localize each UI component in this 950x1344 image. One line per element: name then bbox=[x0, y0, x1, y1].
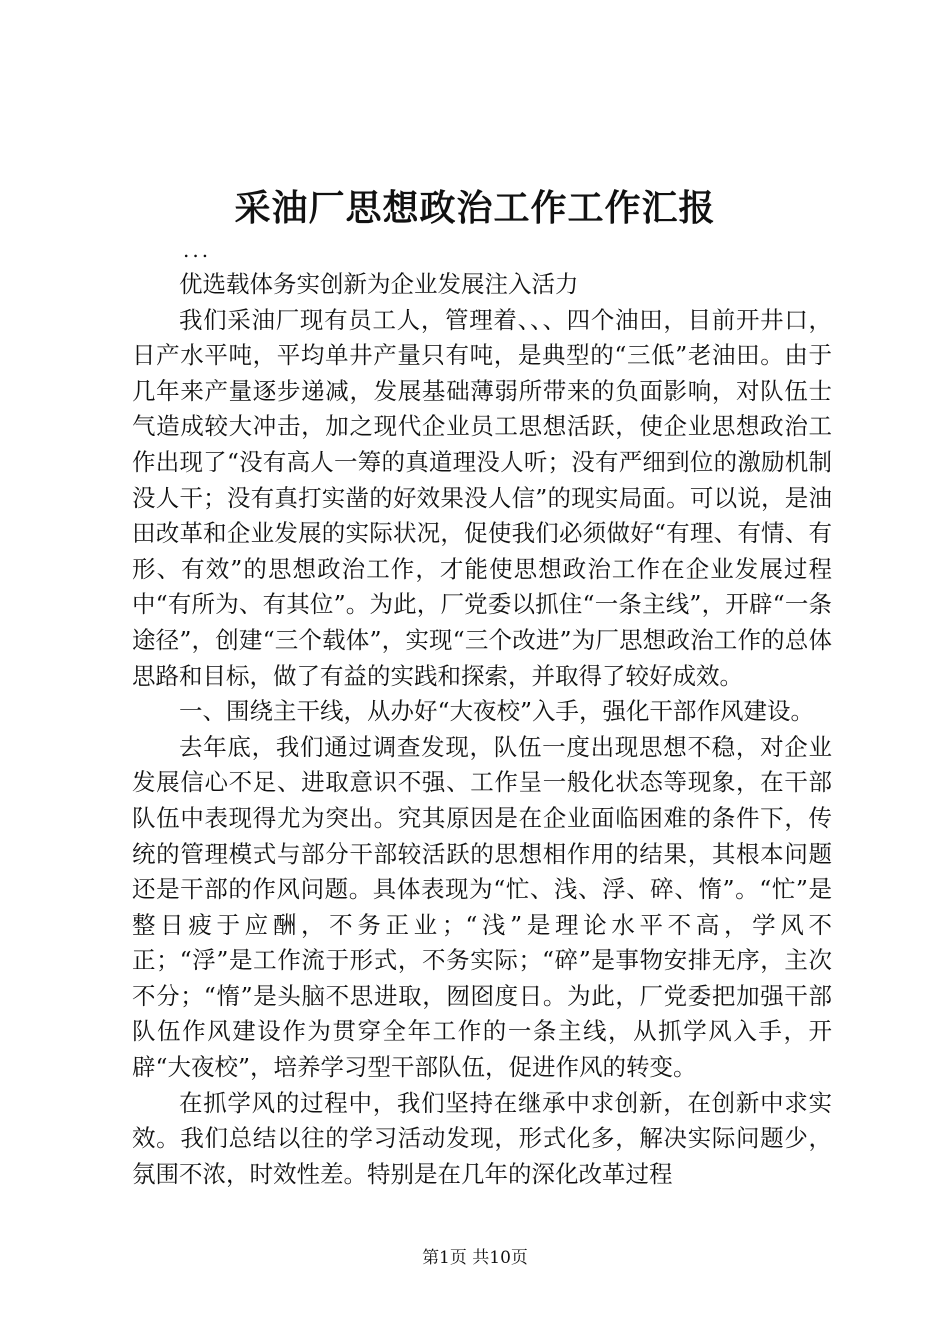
document-title: 采油厂思想政治工作工作汇报 bbox=[234, 187, 716, 229]
subtitle-paragraph: 优选载体务实创新为企业发展注入活力 bbox=[179, 270, 579, 298]
page-number-footer: 第1页 共10页 bbox=[422, 1248, 528, 1268]
ellipsis-marker: ... bbox=[183, 238, 212, 262]
body-paragraph: 在抓学风的过程中，我们坚持在继承中求创新，在创新中求实效。我们总结以往的学习活动发现，形式化多，解决实际问题少，氛围不浓，时效性差。特别是在几年的深化改革过程 bbox=[132, 1088, 832, 1188]
section-heading: 一、围绕主干线，从办好“大夜校”入手，强化干部作风建设。 bbox=[179, 697, 815, 726]
body-paragraph: 我们采油厂现有员工人，管理着、、、四个油田，目前开井口，日产水平吨，平均单井产量只有吨，是典型的“三低”老油田。由于几年来产量逐步递减，发展基础薄弱所带来的负面影响，对队伍士气造成较大冲击，加之现代企业员工思想活跃，使企业思想政治工作出现了“没有高人一筹的真道理没人听；没有严细到位的激励机制没人干；没有真打实凿的好效果没人信”的现实局面。可以说，是油田改革和企业发展的实际状况，促使我们必须做好“有理、有情、有形、有效”的思想政治工作，才能使思想政治工作在企业发展过程中“有所为、有其位”。为此，厂党委以抓住“一条主线”，开辟“一条途径”，创建“三个载体”，实现“三个改进”为厂思想政治工作的总体思路和目标，做了有益的实践和探索，并取得了较好成效。 bbox=[132, 305, 832, 690]
body-paragraph: 去年底，我们通过调查发现，队伍一度出现思想不稳，对企业发展信心不足、进取意识不强、工作呈一般化状态等现象，在干部队伍中表现得尤为突出。究其原因是在企业面临困难的条件下，传统的管理模式与部分干部较活跃的思想相作用的结果，其根本问题还是干部的作风问题。具体表现为“忙、浅、浮、碎、惰”。“忙”是整日疲于应酬，不务正业；“浅”是理论水平不高，学风不正；“浮”是工作流于形式，不务实际；“碎”是事物安排无序，主次不分；“惰”是头脑不思进取，囫囵度日。为此，厂党委把加强干部队伍作风建设作为贯穿全年工作的一条主线，从抓学风入手，开辟“大夜校”，培养学习型干部队伍，促进作风的转变。 bbox=[132, 732, 832, 1082]
document-body bbox=[132, 267, 832, 1192]
